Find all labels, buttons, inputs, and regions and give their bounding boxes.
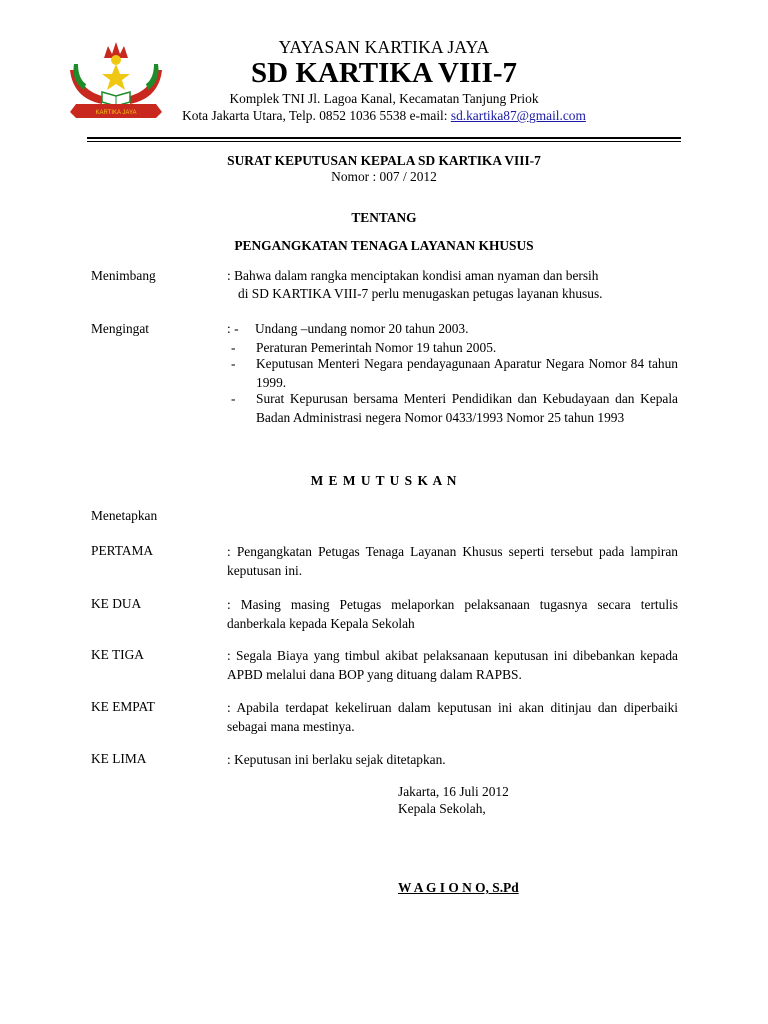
list-dash: -: [231, 356, 236, 371]
address-line-1: Komplek TNI Jl. Lagoa Kanal, Kecamatan Tanjung Priok: [229, 91, 539, 106]
svg-text:KARTIKA JAYA: KARTIKA JAYA: [95, 110, 137, 116]
mengingat-first-prefix: : -: [227, 321, 239, 336]
signature-place-date: Jakarta, 16 Juli 2012: [398, 784, 509, 799]
decision-label: KE LIMA: [91, 751, 147, 766]
decision-label: KE DUA: [91, 596, 142, 611]
decision-text: : Segala Biaya yang timbul akibat pelaksanaan keputusan ini dibebankan kepada APBD melalui dana BOP yang dituang dalam RAPBS.: [227, 648, 678, 682]
list-text: Peraturan Pemerintah Nomor 19 tahun 2005.: [256, 340, 497, 355]
document-number: Nomor : 007 / 2012: [331, 169, 437, 184]
signature-name: W A G I O N O, S.Pd: [398, 880, 519, 895]
decision-text: : Keputusan ini berlaku sejak ditetapkan.: [227, 752, 446, 767]
header-rule-thin: [87, 141, 681, 142]
signature-position: Kepala Sekolah,: [398, 801, 486, 816]
decision-text: : Pengangkatan Petugas Tenaga Layanan Khusus seperti tersebut pada lampiran keputusan ini.: [227, 544, 678, 578]
list-dash: -: [231, 340, 236, 355]
decision-label: KE TIGA: [91, 647, 144, 662]
menimbang-label: Menimbang: [91, 268, 156, 283]
address-line-2: [0, 108, 768, 124]
menimbang-line-1: : Bahwa dalam rangka menciptakan kondisi aman nyaman dan bersih: [227, 268, 599, 283]
mengingat-item: [231, 355, 678, 392]
mengingat-first-text: Undang –undang nomor 20 tahun 2003.: [255, 321, 469, 336]
decision-text: : Apabila terdapat kekeliruan dalam keputusan ini akan ditinjau dan diperbaiki sebagai mana mestinya.: [227, 700, 678, 734]
list-dash: -: [231, 391, 236, 406]
list-text: Keputusan Menteri Negara pendayagunaan Aparatur Negara Nomor 84 tahun 1999.: [256, 356, 678, 390]
school-name: SD KARTIKA VIII-7: [251, 57, 517, 89]
subject-heading: PENGANGKATAN TENAGA LAYANAN KHUSUS: [234, 238, 534, 253]
decision-label: KE EMPAT: [91, 699, 155, 714]
menimbang-line-2: di SD KARTIKA VIII-7 perlu menugaskan petugas layanan khusus.: [238, 286, 603, 301]
header-rule-thick: [87, 137, 681, 139]
address-contact: Kota Jakarta Utara, Telp. 0852 1036 5538 e-mail:: [182, 108, 451, 123]
foundation-name: YAYASAN KARTIKA JAYA: [278, 37, 490, 57]
email-link[interactable]: sd.kartika87@gmail.com: [450, 108, 586, 123]
list-text: Surat Kepurusan bersama Menteri Pendidikan dan Kebudayaan dan Kepala Badan Administrasi negera Nomor 0433/1993 Nomor 25 tahun 1993: [256, 391, 678, 425]
decision-label: PERTAMA: [91, 543, 154, 558]
mengingat-item: [231, 390, 678, 446]
mengingat-label: Mengingat: [91, 321, 150, 336]
decision-text: : Masing masing Petugas melaporkan pelaksanaan tugasnya secara tertulis danberkala kepada Kepala Sekolah: [227, 597, 678, 631]
tentang-heading: TENTANG: [351, 210, 417, 225]
menetapkan-label: Menetapkan: [91, 508, 158, 523]
memutuskan-heading: M E M U T U S K A N: [310, 473, 458, 488]
document-heading: SURAT KEPUTUSAN KEPALA SD KARTIKA VIII-7: [227, 153, 541, 168]
